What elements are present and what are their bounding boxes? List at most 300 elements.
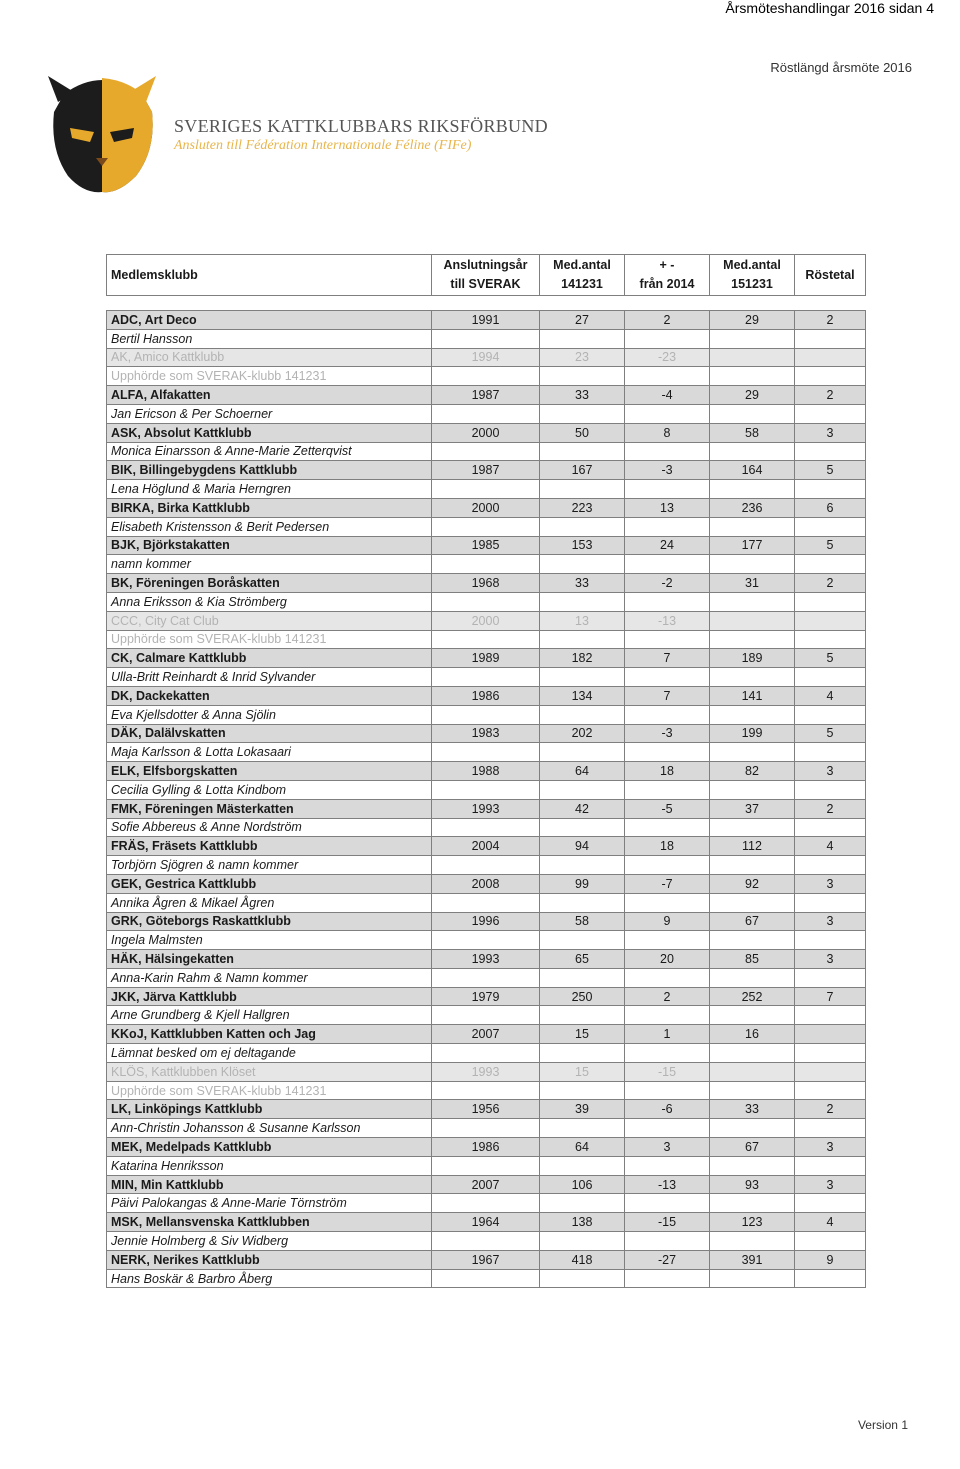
members-prev-cell: 153 <box>540 536 625 555</box>
votes-cell: 3 <box>795 762 866 781</box>
contact-name-cell: Arne Grundberg & Kjell Hallgren <box>107 1006 432 1025</box>
club-row <box>107 461 866 480</box>
diff-cell: -4 <box>625 386 710 405</box>
contact-name-cell: Sofie Abbereus & Anne Nordström <box>107 818 432 837</box>
club-row <box>107 536 866 555</box>
empty-cell <box>432 780 540 799</box>
empty-cell <box>625 329 710 348</box>
diff-cell: -6 <box>625 1100 710 1119</box>
club-row <box>107 837 866 856</box>
club-name-cell: NERK, Nerikes Kattklubb <box>107 1250 432 1269</box>
contact-name-cell: Lena Höglund & Maria Herngren <box>107 480 432 499</box>
club-name-cell: MSK, Mellansvenska Kattklubben <box>107 1213 432 1232</box>
empty-cell <box>432 893 540 912</box>
votes-cell: 6 <box>795 498 866 517</box>
empty-cell <box>710 329 795 348</box>
club-name-cell: BIRKA, Birka Kattklubb <box>107 498 432 517</box>
joined-year-cell: 1968 <box>432 574 540 593</box>
club-name-cell: KLÖS, Kattklubben Klöset <box>107 1062 432 1081</box>
club-name-cell: MEK, Medelpads Kattklubb <box>107 1138 432 1157</box>
empty-cell <box>625 480 710 499</box>
empty-cell <box>432 592 540 611</box>
members-prev-cell: 250 <box>540 987 625 1006</box>
contact-row <box>107 329 866 348</box>
club-row <box>107 386 866 405</box>
votes-cell: 2 <box>795 799 866 818</box>
members-prev-cell: 182 <box>540 649 625 668</box>
empty-cell <box>710 517 795 536</box>
empty-cell <box>795 367 866 386</box>
empty-cell <box>625 893 710 912</box>
diff-cell: 2 <box>625 987 710 1006</box>
empty-cell <box>540 442 625 461</box>
club-row <box>107 874 866 893</box>
empty-cell <box>710 818 795 837</box>
header-club: Medlemsklubb <box>107 255 432 296</box>
empty-cell <box>795 592 866 611</box>
club-name-cell: HÄK, Hälsingekatten <box>107 950 432 969</box>
members-now-cell: 164 <box>710 461 795 480</box>
joined-year-cell: 1964 <box>432 1213 540 1232</box>
empty-cell <box>625 1081 710 1100</box>
contact-name-cell: Monica Einarsson & Anne-Marie Zetterqvist <box>107 442 432 461</box>
members-now-cell: 141 <box>710 686 795 705</box>
empty-cell <box>540 367 625 386</box>
members-prev-cell: 99 <box>540 874 625 893</box>
diff-cell: -13 <box>625 611 710 630</box>
empty-cell <box>795 968 866 987</box>
empty-cell <box>795 630 866 649</box>
empty-cell <box>625 555 710 574</box>
members-now-cell: 82 <box>710 762 795 781</box>
members-prev-cell: 42 <box>540 799 625 818</box>
empty-cell <box>710 856 795 875</box>
members-now-cell <box>710 1062 795 1081</box>
empty-cell <box>795 555 866 574</box>
empty-cell <box>710 1119 795 1138</box>
members-now-cell: 29 <box>710 386 795 405</box>
contact-row <box>107 705 866 724</box>
empty-cell <box>540 893 625 912</box>
header-members-prev: Med.antal 141231 <box>540 255 625 296</box>
contact-row <box>107 1044 866 1063</box>
empty-cell <box>795 480 866 499</box>
votes-cell: 4 <box>795 837 866 856</box>
empty-cell <box>710 780 795 799</box>
empty-cell <box>710 1044 795 1063</box>
diff-cell: -15 <box>625 1213 710 1232</box>
members-prev-cell: 65 <box>540 950 625 969</box>
empty-cell <box>540 1194 625 1213</box>
contact-row <box>107 818 866 837</box>
members-prev-cell: 64 <box>540 1138 625 1157</box>
club-row <box>107 724 866 743</box>
empty-cell <box>710 1269 795 1288</box>
empty-cell <box>540 1232 625 1251</box>
club-row <box>107 950 866 969</box>
empty-cell <box>540 1006 625 1025</box>
club-name-cell: BK, Föreningen Boråskatten <box>107 574 432 593</box>
empty-cell <box>710 968 795 987</box>
members-now-cell <box>710 611 795 630</box>
contact-row <box>107 367 866 386</box>
votes-cell: 4 <box>795 686 866 705</box>
empty-cell <box>625 1119 710 1138</box>
empty-cell <box>432 931 540 950</box>
document-subtitle: Röstlängd årsmöte 2016 <box>770 60 912 75</box>
joined-year-cell: 2004 <box>432 837 540 856</box>
empty-cell <box>710 555 795 574</box>
empty-cell <box>710 1194 795 1213</box>
club-name-cell: GEK, Gestrica Kattklubb <box>107 874 432 893</box>
club-name-cell: ADC, Art Deco <box>107 311 432 330</box>
empty-cell <box>795 404 866 423</box>
empty-cell <box>540 743 625 762</box>
members-now-cell: 93 <box>710 1175 795 1194</box>
joined-year-cell: 1987 <box>432 386 540 405</box>
contact-name-cell: Cecilia Gylling & Lotta Kindbom <box>107 780 432 799</box>
joined-year-cell: 1989 <box>432 649 540 668</box>
contact-name-cell: Elisabeth Kristensson & Berit Pedersen <box>107 517 432 536</box>
votes-cell: 2 <box>795 574 866 593</box>
club-name-cell: DK, Dackekatten <box>107 686 432 705</box>
empty-cell <box>432 517 540 536</box>
members-prev-cell: 94 <box>540 837 625 856</box>
empty-cell <box>540 856 625 875</box>
club-row <box>107 348 866 367</box>
club-name-cell: FMK, Föreningen Mästerkatten <box>107 799 432 818</box>
empty-cell <box>540 480 625 499</box>
members-now-cell: 252 <box>710 987 795 1006</box>
members-prev-cell: 223 <box>540 498 625 517</box>
empty-cell <box>710 705 795 724</box>
empty-cell <box>432 1232 540 1251</box>
empty-cell <box>540 404 625 423</box>
club-name-cell: ASK, Absolut Kattklubb <box>107 423 432 442</box>
contact-name-cell: Jan Ericson & Per Schoerner <box>107 404 432 423</box>
empty-cell <box>540 555 625 574</box>
votes-cell: 3 <box>795 1175 866 1194</box>
empty-cell <box>625 780 710 799</box>
empty-cell <box>710 630 795 649</box>
contact-name-cell: Jennie Holmberg & Siv Widberg <box>107 1232 432 1251</box>
members-prev-cell: 33 <box>540 386 625 405</box>
empty-cell <box>795 1006 866 1025</box>
contact-name-cell: Katarina Henriksson <box>107 1156 432 1175</box>
voting-list-table <box>106 254 866 1288</box>
diff-cell: 7 <box>625 686 710 705</box>
empty-cell <box>432 404 540 423</box>
contact-name-cell: Hans Boskär & Barbro Åberg <box>107 1269 432 1288</box>
empty-cell <box>540 668 625 687</box>
club-name-cell: CCC, City Cat Club <box>107 611 432 630</box>
diff-cell: 18 <box>625 762 710 781</box>
club-name-cell: ALFA, Alfakatten <box>107 386 432 405</box>
votes-cell: 4 <box>795 1213 866 1232</box>
empty-cell <box>540 818 625 837</box>
club-name-cell: BIK, Billingebygdens Kattklubb <box>107 461 432 480</box>
members-prev-cell: 167 <box>540 461 625 480</box>
empty-cell <box>625 1044 710 1063</box>
contact-name-cell: Maja Karlsson & Lotta Lokasaari <box>107 743 432 762</box>
joined-year-cell: 1996 <box>432 912 540 931</box>
empty-cell <box>625 743 710 762</box>
members-now-cell <box>710 348 795 367</box>
empty-cell <box>540 931 625 950</box>
contact-row <box>107 893 866 912</box>
members-now-cell: 31 <box>710 574 795 593</box>
diff-cell: -7 <box>625 874 710 893</box>
empty-cell <box>540 1119 625 1138</box>
empty-cell <box>432 1006 540 1025</box>
empty-cell <box>710 893 795 912</box>
empty-cell <box>710 367 795 386</box>
empty-cell <box>795 893 866 912</box>
empty-cell <box>540 1081 625 1100</box>
empty-cell <box>540 780 625 799</box>
votes-cell: 5 <box>795 461 866 480</box>
members-now-cell: 67 <box>710 912 795 931</box>
votes-cell <box>795 611 866 630</box>
empty-cell <box>540 517 625 536</box>
contact-row <box>107 1006 866 1025</box>
empty-cell <box>795 329 866 348</box>
diff-cell: 8 <box>625 423 710 442</box>
empty-cell <box>625 1232 710 1251</box>
club-row <box>107 1138 866 1157</box>
members-now-cell: 177 <box>710 536 795 555</box>
members-now-cell: 85 <box>710 950 795 969</box>
members-now-cell: 92 <box>710 874 795 893</box>
members-prev-cell: 202 <box>540 724 625 743</box>
empty-cell <box>540 329 625 348</box>
empty-cell <box>540 705 625 724</box>
joined-year-cell: 2000 <box>432 611 540 630</box>
organization-affiliation: Ansluten till Fédération Internationale Féline (FIFe) <box>174 138 472 153</box>
votes-cell <box>795 1062 866 1081</box>
members-prev-cell: 134 <box>540 686 625 705</box>
members-prev-cell: 27 <box>540 311 625 330</box>
contact-name-cell: namn kommer <box>107 555 432 574</box>
contact-name-cell: Päivi Palokangas & Anne-Marie Törnström <box>107 1194 432 1213</box>
members-prev-cell: 106 <box>540 1175 625 1194</box>
empty-cell <box>795 1081 866 1100</box>
club-row <box>107 498 866 517</box>
club-row <box>107 1213 866 1232</box>
diff-cell: 2 <box>625 311 710 330</box>
page-header-label: Årsmöteshandlingar 2016 sidan 4 <box>725 0 934 16</box>
empty-cell <box>432 968 540 987</box>
members-now-cell: 58 <box>710 423 795 442</box>
members-now-cell: 199 <box>710 724 795 743</box>
members-now-cell: 67 <box>710 1138 795 1157</box>
contact-row <box>107 1081 866 1100</box>
club-row <box>107 1025 866 1044</box>
contact-row <box>107 668 866 687</box>
club-row <box>107 574 866 593</box>
empty-cell <box>710 592 795 611</box>
empty-cell <box>710 404 795 423</box>
contact-name-cell: Torbjörn Sjögren & namn kommer <box>107 856 432 875</box>
contact-row <box>107 592 866 611</box>
diff-cell: 24 <box>625 536 710 555</box>
members-now-cell: 391 <box>710 1250 795 1269</box>
diff-cell: 3 <box>625 1138 710 1157</box>
joined-year-cell: 1994 <box>432 348 540 367</box>
votes-cell: 2 <box>795 311 866 330</box>
members-prev-cell: 33 <box>540 574 625 593</box>
empty-cell <box>432 630 540 649</box>
club-name-cell: DÄK, Dalälvskatten <box>107 724 432 743</box>
empty-cell <box>432 555 540 574</box>
empty-cell <box>432 329 540 348</box>
empty-cell <box>710 1006 795 1025</box>
empty-cell <box>625 517 710 536</box>
empty-cell <box>795 818 866 837</box>
joined-year-cell: 1993 <box>432 799 540 818</box>
votes-cell: 3 <box>795 950 866 969</box>
diff-cell: -15 <box>625 1062 710 1081</box>
club-name-cell: MIN, Min Kattklubb <box>107 1175 432 1194</box>
club-row <box>107 423 866 442</box>
club-row <box>107 649 866 668</box>
empty-cell <box>625 367 710 386</box>
empty-cell <box>625 856 710 875</box>
diff-cell: 9 <box>625 912 710 931</box>
votes-cell: 3 <box>795 874 866 893</box>
contact-row <box>107 555 866 574</box>
contact-row <box>107 480 866 499</box>
empty-cell <box>795 1194 866 1213</box>
contact-row <box>107 1156 866 1175</box>
empty-cell <box>795 517 866 536</box>
contact-row <box>107 1194 866 1213</box>
club-name-cell: JKK, Järva Kattklubb <box>107 987 432 1006</box>
empty-cell <box>625 404 710 423</box>
joined-year-cell: 1988 <box>432 762 540 781</box>
votes-cell: 5 <box>795 649 866 668</box>
empty-cell <box>625 705 710 724</box>
empty-cell <box>710 442 795 461</box>
club-name-cell: LK, Linköpings Kattklubb <box>107 1100 432 1119</box>
diff-cell: 7 <box>625 649 710 668</box>
empty-cell <box>432 856 540 875</box>
contact-row <box>107 1232 866 1251</box>
members-prev-cell: 50 <box>540 423 625 442</box>
club-row <box>107 1100 866 1119</box>
contact-name-cell: Eva Kjellsdotter & Anna Sjölin <box>107 705 432 724</box>
empty-cell <box>795 1232 866 1251</box>
header-votes: Röstetal <box>795 255 866 296</box>
diff-cell: 1 <box>625 1025 710 1044</box>
diff-cell: -3 <box>625 724 710 743</box>
members-prev-cell: 13 <box>540 611 625 630</box>
members-prev-cell: 58 <box>540 912 625 931</box>
club-row <box>107 1250 866 1269</box>
empty-cell <box>625 1269 710 1288</box>
joined-year-cell: 2007 <box>432 1175 540 1194</box>
contact-name-cell: Ann-Christin Johansson & Susanne Karlsson <box>107 1119 432 1138</box>
votes-cell: 5 <box>795 536 866 555</box>
empty-cell <box>540 1269 625 1288</box>
empty-cell <box>795 1044 866 1063</box>
contact-row <box>107 517 866 536</box>
contact-row <box>107 968 866 987</box>
votes-cell <box>795 1025 866 1044</box>
empty-cell <box>710 480 795 499</box>
club-row <box>107 311 866 330</box>
contact-row <box>107 1119 866 1138</box>
empty-cell <box>432 743 540 762</box>
diff-cell: -23 <box>625 348 710 367</box>
club-row <box>107 611 866 630</box>
empty-cell <box>540 1044 625 1063</box>
empty-cell <box>795 442 866 461</box>
empty-cell <box>795 743 866 762</box>
members-now-cell: 33 <box>710 1100 795 1119</box>
diff-cell: -27 <box>625 1250 710 1269</box>
club-row <box>107 987 866 1006</box>
members-now-cell: 16 <box>710 1025 795 1044</box>
members-now-cell: 236 <box>710 498 795 517</box>
empty-cell <box>795 705 866 724</box>
contact-name-cell: Anna Eriksson & Kia Strömberg <box>107 592 432 611</box>
empty-cell <box>710 1081 795 1100</box>
contact-name-cell: Lämnat besked om ej deltagande <box>107 1044 432 1063</box>
members-now-cell: 29 <box>710 311 795 330</box>
empty-cell <box>625 1156 710 1175</box>
empty-cell <box>625 442 710 461</box>
diff-cell: 20 <box>625 950 710 969</box>
joined-year-cell: 1986 <box>432 1138 540 1157</box>
votes-cell: 3 <box>795 1138 866 1157</box>
club-row <box>107 686 866 705</box>
empty-cell <box>432 367 540 386</box>
empty-cell <box>625 668 710 687</box>
empty-cell <box>432 480 540 499</box>
contact-name-cell: Ulla-Britt Reinhardt & Inrid Sylvander <box>107 668 432 687</box>
club-row <box>107 762 866 781</box>
club-name-cell: AK, Amico Kattklubb <box>107 348 432 367</box>
votes-cell: 2 <box>795 386 866 405</box>
club-row <box>107 1175 866 1194</box>
empty-cell <box>432 705 540 724</box>
contact-row <box>107 931 866 950</box>
joined-year-cell: 1983 <box>432 724 540 743</box>
joined-year-cell: 2008 <box>432 874 540 893</box>
votes-cell <box>795 348 866 367</box>
empty-cell <box>710 743 795 762</box>
joined-year-cell: 2000 <box>432 498 540 517</box>
table-header-row <box>107 255 866 296</box>
contact-row <box>107 856 866 875</box>
votes-cell: 3 <box>795 423 866 442</box>
club-name-cell: GRK, Göteborgs Raskattklubb <box>107 912 432 931</box>
empty-cell <box>625 630 710 649</box>
members-prev-cell: 39 <box>540 1100 625 1119</box>
empty-cell <box>625 1194 710 1213</box>
votes-cell: 7 <box>795 987 866 1006</box>
empty-cell <box>432 1156 540 1175</box>
empty-cell <box>795 1269 866 1288</box>
members-prev-cell: 64 <box>540 762 625 781</box>
empty-cell <box>625 931 710 950</box>
header-spacer <box>107 296 866 311</box>
members-now-cell: 189 <box>710 649 795 668</box>
club-name-cell: ELK, Elfsborgskatten <box>107 762 432 781</box>
diff-cell: -2 <box>625 574 710 593</box>
joined-year-cell: 1991 <box>432 311 540 330</box>
